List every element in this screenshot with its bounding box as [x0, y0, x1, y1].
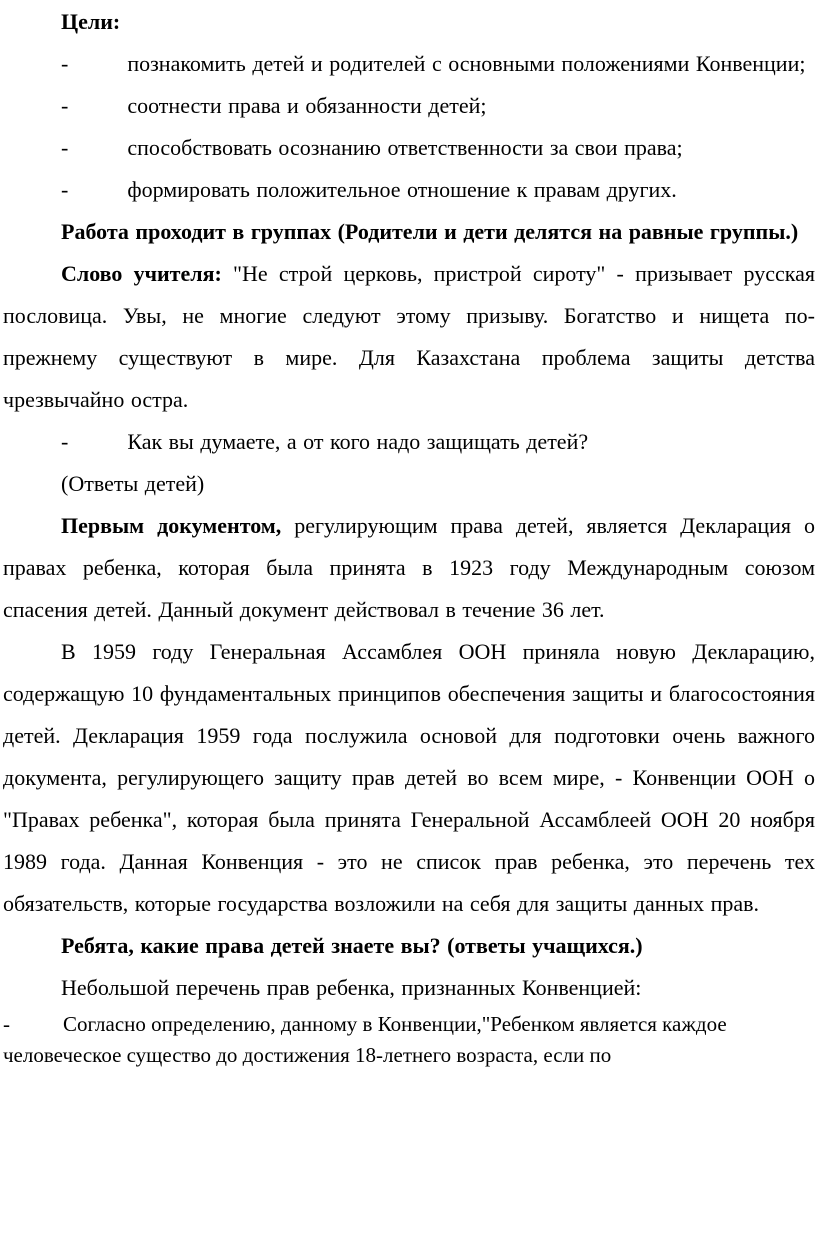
- paragraph-text: формировать положительное отношение к правам других.: [127, 177, 677, 202]
- paragraph-text: "Не строй церковь, пристрой сироту" - призывает русская пословица. Увы, не многие следуют этому призыву. Богатство и нищета по-прежнему существуют в мире. Для Казахстана проблема защиты детства чрезвычайно остра.: [3, 261, 815, 412]
- paragraph-text: регулирующим права детей, является Декларация о правах ребенка, которая была принята в 1923 году Международным союзом спасения детей. Данный документ действовал в течение 36 лет.: [3, 513, 815, 622]
- paragraph: [3, 421, 815, 463]
- paragraph: [3, 505, 815, 631]
- paragraph: [3, 169, 815, 211]
- dash-marker: -: [61, 429, 69, 454]
- paragraph-text: Согласно определению, данному в Конвенции,"Ребенком является каждое человеческое существо до достижения 18-летнего возраста, если по: [3, 1012, 727, 1067]
- bold-lead: Слово учителя:: [61, 261, 222, 286]
- paragraph-text: Как вы думаете, а от кого надо защищать детей?: [127, 429, 589, 454]
- dash-marker: -: [61, 135, 69, 160]
- paragraph: Небольшой перечень прав ребенка, признанных Конвенцией:: [61, 975, 642, 1000]
- paragraph: Ребята, какие права детей знаете вы? (ответы учащихся.): [61, 933, 643, 958]
- paragraph: Работа проходит в группах (Родители и дети делятся на равные группы.): [61, 219, 799, 244]
- paragraph-text: познакомить детей и родителей с основными положениями Конвенции;: [127, 51, 806, 76]
- paragraph: [3, 253, 815, 421]
- dash-marker: -: [61, 93, 69, 118]
- page-title: Цели:: [61, 9, 121, 34]
- paragraph: [3, 85, 815, 127]
- paragraph-text: способствовать осознанию ответственности за свои права;: [127, 135, 683, 160]
- dash-marker: -: [61, 177, 69, 202]
- paragraph: [3, 43, 815, 85]
- paragraph: [3, 127, 815, 169]
- dash-marker: -: [61, 51, 69, 76]
- dash-marker: -: [3, 1012, 10, 1036]
- paragraph: В 1959 году Генеральная Ассамблея ООН приняла новую Декларацию, содержащую 10 фундаментальных принципов обеспечения защиты и благосостояния детей. Декларация 1959 года послужила основой для подготовки очень важного документа, регулирующего защиту прав детей во всем мире, - Конвенции ООН о "Правах ребенка", которая была принята Генеральной Ассамблеей ООН 20 ноября 1989 года. Данная Конвенция - это не список прав ребенка, это перечень тех обязательств, которые государства возложили на себя для защиты данных прав.: [3, 639, 815, 916]
- paragraph-text: соотнести права и обязанности детей;: [127, 93, 487, 118]
- bold-lead: Первым документом,: [61, 513, 282, 538]
- paragraph: [3, 1009, 815, 1071]
- paragraph: (Ответы детей): [61, 471, 205, 496]
